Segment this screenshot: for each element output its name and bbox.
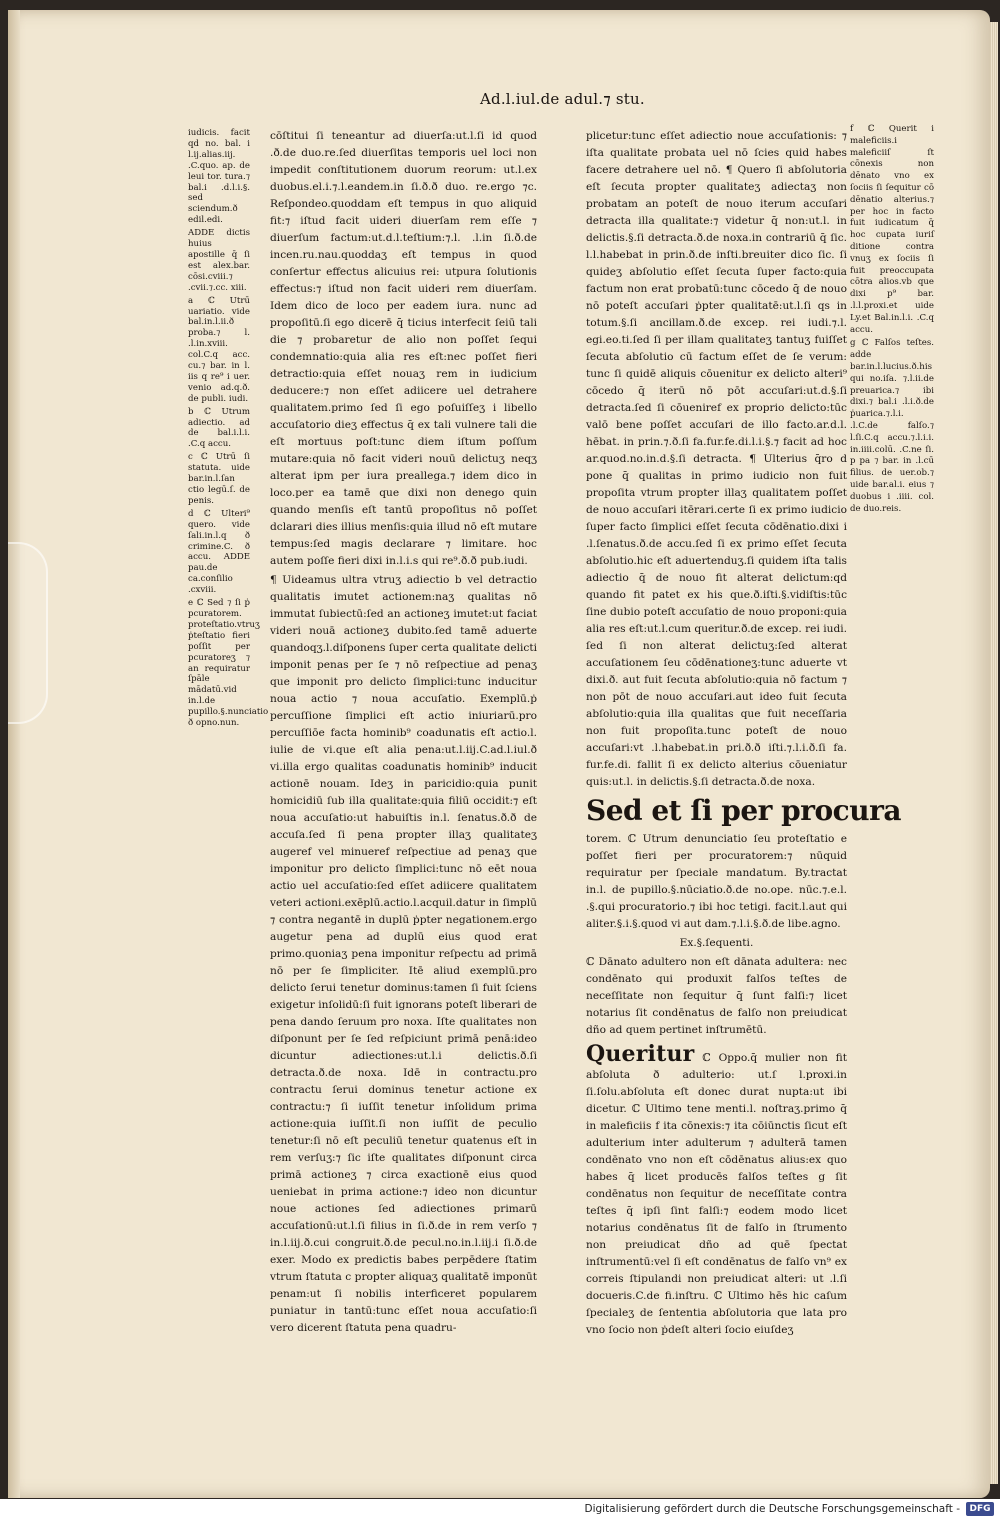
gloss-left-item: ADDE dictis huius apostille q̄ ſi est alex.bar. cōsi.cviii.⁊ .cvii.⁊.cc. xiii. — [188, 228, 250, 293]
running-head: Ad.l.iul.de adul.⁊ stu. — [480, 90, 645, 108]
gloss-right-item: f ℂ Querit i maleficiis.i maleficiiſ ſt cōnexis non dēnato vno ex ſociis ſi ſequitur cō dēnatio alterius.⁊ per hoc in facto fuit iudicatum q̄ hoc cupata iuriſ ditione contra vnuʒ ex ſociis ſi fuit preoccupata cōtra alios.vb que dixi p⁹ bar. .l.l.proxi.et uide Ly.et Bal.in.l.i. .C.q accu. — [850, 124, 934, 335]
gloss-left-item: c ℂ Utrū ſi statuta. uide bar.in.l.ſan ctio legū.ſ. de penis. — [188, 452, 250, 506]
gloss-left-item: e ℂ Sed ⁊ ſi ṗ pcuratorem. proteſtatio.vtruʒ ṗteſtatio fieri poſſit per pcuratoreʒ ⁊ an requiratur ſpāle mādatū.vid in.l.de pupillo.§.nunciatio ð opno.nun. — [188, 598, 269, 729]
section-sed-body: torem. ℂ Utrum denunciatio ſeu proteſtatio e poſſet fieri per procuratorem:⁊ nūquid requiratur per ſpeciale mandatum. By.tractat in.l. de pupillo.§.nūciatio.ð.de no.ope. nūc.⁊.e.l. .§.qui procuratorio.⁊ ibi hoc tetigi. facit.l.aut qui aliter.§.i.§.quod vi aut dam.⁊.l.i.§.ð.de libe.agno. — [586, 833, 847, 930]
gloss-right-column — [850, 124, 934, 694]
page-fore-edge — [990, 22, 998, 1484]
gloss-left-item: b ℂ Utrum adiectio. ad de bal.i.l.i. .C.q accu. — [188, 406, 250, 450]
section-heading-sed: Sed et ſi per procura — [586, 794, 901, 827]
section-queritur-paragraph — [586, 1041, 847, 1339]
page-clip — [8, 542, 48, 724]
section-heading-queritur: Queritur — [586, 1041, 695, 1067]
main-text-left-column — [270, 128, 537, 1334]
footer-credit: Digitalisierung gefördert durch die Deutsche Forschungsgemeinschaft - — [584, 1503, 960, 1515]
main-left-paragraph: ¶ Uideamus ultra vtruʒ adiectio b vel detractio qualitatis imutet actionem:naʒ qualitas nō immutat ſubiectū:ſed an actioneʒ imutet:ut faciat videri nouā actioneʒ dubito.ſed tamē aduerte quandoqʒ.l.diſponens ſuper certa qualitate delicti imponit penas per ſe ⁊ nō reſpectiue ad penaʒ que imponit pro delicto ſimplici:tunc inducitur noua actio ⁊ noua accuſatio. Exemplū.ṗ percuſſione ſimplici eſt actio iniuriarū.pro percuſſiōe facta hominib⁹ coadunatis eſt actio.l. iulie de vi.que eſt alia pena:ut.l.iij.C.ad.l.iul.ð vi.illa ergo qualitas coadunatis hominib⁹ inducit actionē nouam. Ideʒ in paricidio:quia punit homicidiū ſub illa qualitate:quia filiū occidit:⁊ eſt noua accuſatio:ut habuiſtis in.l. ſenatus.ð.ð de accuſa.ſed ſi pena propter illaʒ qualitateʒ augeref vel minueref reſpectiue ad penaʒ que imponitur pro delicto ſimplici:tunc nō eēt noua actio uel accuſatio:ſed eſſet adiicere qualitatem veteri actioni.exēplū.actio.l.acquil.datur in ſimplū ⁊ contra negantē in duplū ṗpter negationem.ergo augetur pena ad duplū eius quod erat primo.quoniaʒ pena imponitur reſpectu ad primā nō per ſe ſimpliciter. Itē aliud exemplū.pro delicto ſerui tenetur dominus:tamen ſi fuit ſciens exigetur inſolidū:ſi fuit ignorans poteſt liberari de pena dando ſeruum pro noxa. Iſte qualitates non diſponunt per ſe ſed reſpiciunt primā penā:ideo dicuntur adiectiones:ut.l.i delictis.ð.ſi detracta.ð.de noxa. Idē in contractu.pro contractu ſerui dominus tenetur actione ex contractu:⁊ ſi iuſſit tenetur inſolidum prima actione:quia iuſſit.ſi non iuſſit de peculio tenetur:ſi nō eſt peculiū tenetur quatenus eſt in rem verſuʒ:⁊ ſic iſte qualitates diſponunt circa primā actioneʒ ⁊ circa exactionē eius quod ueniebat in prima actione:⁊ ideo non dicuntur noue actiones ſed adiectiones primarū accuſationū:ut.l.ſi filius in ſi.ð.de in rem verſo ⁊ in.l.iij.ð.cui congruit.ð.de pecul.no.in.l.iij.i ſi.ð.de exer. Modo ex predictis babes perpēdere ſtatim vtrum ſtatuta c propter aliquaʒ qualitatē imponūt penam:ut ſi nobilis interficeret popularem puniatur in tantū:tunc eſſet noua accuſatio:ſi vero dicerent ſtatuta pena quadru- — [270, 574, 537, 1334]
gloss-left-item: iudicis. facit qd no. bal. i l.ij.alias.iij. .C.quo. ap. de leui tor. tura.⁊ bal.i .d.l.i.§. sed sciendum.ð edil.edi. — [188, 128, 250, 226]
main-right-paragraph: plicetur:tunc eſſet adiectio noue accuſationis: ⁊ iſta qualitate probata uel nō ſcies quid habes facere detrahere uel nō. ¶ Quero ſi abſolutoria eſt ſecuta propter qualitateʒ adiectaʒ non probatam an poteſt de nouo iterum accuſari detracta illa qualitate:⁊ videtur q̄ non:ut.l. in delictis.§.ſi detracta.ð.de noxa.in contrariū q̄ ſic. l.l.habebat in prin.ð.de inſti.breuiter dico ſic. ſi quideʒ abſolutio eſſet ſecuta ſuper facto:quia factum non erat probatū:tunc cōcedo q̄ de nouo nō poteſt accuſari ṗpter qualitatē:ut.l.ſi qs in totum.§.ſi ancillam.ð.de excep. rei iudi.⁊.l. egi.eo.ti.ſed ſi per illam qualitateʒ tantuʒ fuiſſet ſecuta abſolutio cū factum eſſet de ſe verum: tunc ſi quidē aliquis cōuenitur ex delicto alteri⁹ cōcedo q̄ iterū nō pōt accuſari:ut.d.§.ſi detracta.ſed ſi cōueniref ex proprio delicto:tūc valō bene poſſet accuſari de illo facto.ar.d.l. hēbat. in prin.⁊.ð.ſi fa.fur.fe.di.l.i.§.⁊ facit ad hoc ar.quod.no.in.d.§.ſi detracta. ¶ Ulterius q̄ro d pone q̄ qualitas in primo iudicio non fuit propoſita vtrum propter illaʒ qualitatem poſſet de nouo accuſari itērari.certe ſi ex primo iudicio ſuper facto ſimplici eſſet ſecuta cōdēnatio.dixi i .l.ſenatus.ð.de accu.ſed ſi ex primo eſſet ſecuta abſolutio.hic eſt aduertenduʒ.ſi quidem iſta talis adiectio q̄ de nouo fit alterat delictum:qd quando fit patet ex his que.ð.iſti.§.vidiſtis:tūc ſine dubio poteſt accuſatio de nouo proponi:quia alia res eſt:ut.l.cum queritur.ð.de excep. rei iudi. ſed ſi non alterat delictuʒ:ſed alterat accuſationem ſeu cōdēnationeʒ:tunc aduerte vt dixi.ð. aut fuit ſecuta abſolutio:quia nō factum ⁊ non pōt de nouo accuſari.aut ideo fuit ſecuta abſolutio:quia illa qualitas que fuit neceſſaria non fuit propoſita.tunc poteſt de nouo accuſari:vt .l.habebat.in pri.ð.ð iſti.⁊.l.i.ð.ſi fa. fur.fe.di. fallit ſi ex delicto alterius cōueniatur quis:ut.l. in delictis.§.ſi detracta.ð.de noxa. — [586, 130, 847, 788]
gloss-right-item: g ℂ Falſos teſtes. adde bar.in.l.lucius.ð.his qui no.iſa. ⁊.l.ii.de preuarica.⁊ ibi dixi.⁊ bal.i .l.i.ð.de ṗuarica.⁊.l.i. .l.C.de falſo.⁊ l.ſi.C.q accu.⁊.l.i.i. in.iiii.colū. .C.ne ſi. p pa ⁊ bar. in .l.cū filius. de uer.ob.⁊ uide bar.al.i. eius ⁊ duobus i .iiii. col. de duo.reis. — [850, 338, 934, 514]
section-queritur-body: ℂ Oppo.q̄ mulier non fit abſoluta ð adulterio: ut.ſ l.proxi.in ſi.ſolu.abſoluta eſt donec durat nupta:ut ibi dicetur. ℂ Ultimo tene menti.l. noſtraʒ.primo q̄ in maleficiis f ita cōnexis:⁊ ita cōiūnctis ſicut eſt adulterium inter adulterum ⁊ adulterā tamen condēnato vno non eſt cōdēnatus alius:ex quo habes q̄ licet producēs falſos teſtes g ſit condēnatus non ſequitur de neceſſitate contra teſtes q̄ ipſi ſint falſi:⁊ eodem modo licet notarius condēnatus ſit de falſo in ſtrumento non preiudicat dño ad quē ſpectat inſtrumentū:vel ſi eſt condēnatus de falſo vn⁹ ex correis ſtipulandi non preiudicat alteri: ut .l.ſi docueris.C.de fi.inſtru. ℂ Ultimo hēs hic caſum ſpecialeʒ de ſententia abſolutoria que lata pro vno ſocio non ṗdeſt alteri ſocio eiuſdeʒ — [586, 1052, 847, 1336]
gloss-left-item: a ℂ Utrū uariatio. vide bal.in.l.ii.ð proba.⁊ l. .l.in.xviii. col.C.q acc. cu.⁊ bar. in l. iis q re⁹ i uer. venio ad.q.ð. de publi. iudi. — [188, 295, 250, 404]
main-left-paragraph: cōſtitui ſi teneantur ad diuerſa:ut.l.ſi id quod .ð.de duo.re.ſed diuerſitas temporis uel loci non impedit conſtitutionem duorum reorum: ut.l.ex duobus.el.i.⁊.l.eandem.in ſi.ð.ð duo. re.ergo ⁊c. Reſpondeo.quoddam eſt tempus in quo aliquid fit:⁊ iſtud facit uideri diuerſam rem eſſe ⁊ diuerſum factum:ut.d.l.teſtium:⁊.l. .l.in ſi.ð.de incen.ru.nau.quoddaʒ eſt tempus in quod conſertur effectus alicuius rei: utpura ſolutionis effectus:⁊ iſtud non facit uideri rem diuerſam. Idem dico de loco per eadem iura. nunc ad propoſitū.ſi ego dicerē q̄ ticius interfecit ſeiū tali die ⁊ probaretur de alio non poſſet ſequi condemnatio:quia alia res eſt:nec poſſet fieri detractio:quia eſſet nouaʒ rem in iudicium deducere:⁊ non eſſet adiicere uel detrahere qualitatem.primo ſed ſi ego poſuiſſeʒ i libello accuſatorio dieʒ effectus q̄ ex tali vulnere tali die eſt mortuus poſt:tunc diem iſtum poſſum mutare:quia nō facit videri nouū delictuʒ neqʒ alterat ipm per iura preallega.⁊ idem dico in loco.per ea tamē que dixi non denego quin quando menſis eſt tantū propoſitus nō poſſet dclarari dies illius menſis:quia illud nō eſt mutare tempus:ſed magis declarare ⁊ limitare. hoc autem poſſe fieri dixi in.l.i.s qui re⁹.ð.ð pub.iudi. — [270, 130, 537, 567]
section-rubric: ℂ Dānato adultero non eſt dānata adultera: nec condēnato qui produxit falſos teſtes de neceſſitate non ſequitur q̄ ſunt falſi:⁊ licet notarius ſit condēnatus de falſo non preiudicat dño ad quem pertinet inſtrumētū. — [586, 956, 847, 1036]
gloss-left-item: d ℂ Ulteri⁹ quero. vide ſali.in.l.q ð crimine.C. ð accu. ADDE pau.de ca.conſilio .cxviii. — [188, 508, 250, 596]
page-gutter — [8, 10, 20, 1498]
gloss-left-column — [188, 128, 269, 858]
section-subtitle: Ex.§.ſequenti. — [679, 937, 754, 949]
footer-bar — [0, 1499, 1000, 1521]
dfg-logo: DFG — [966, 1502, 994, 1516]
